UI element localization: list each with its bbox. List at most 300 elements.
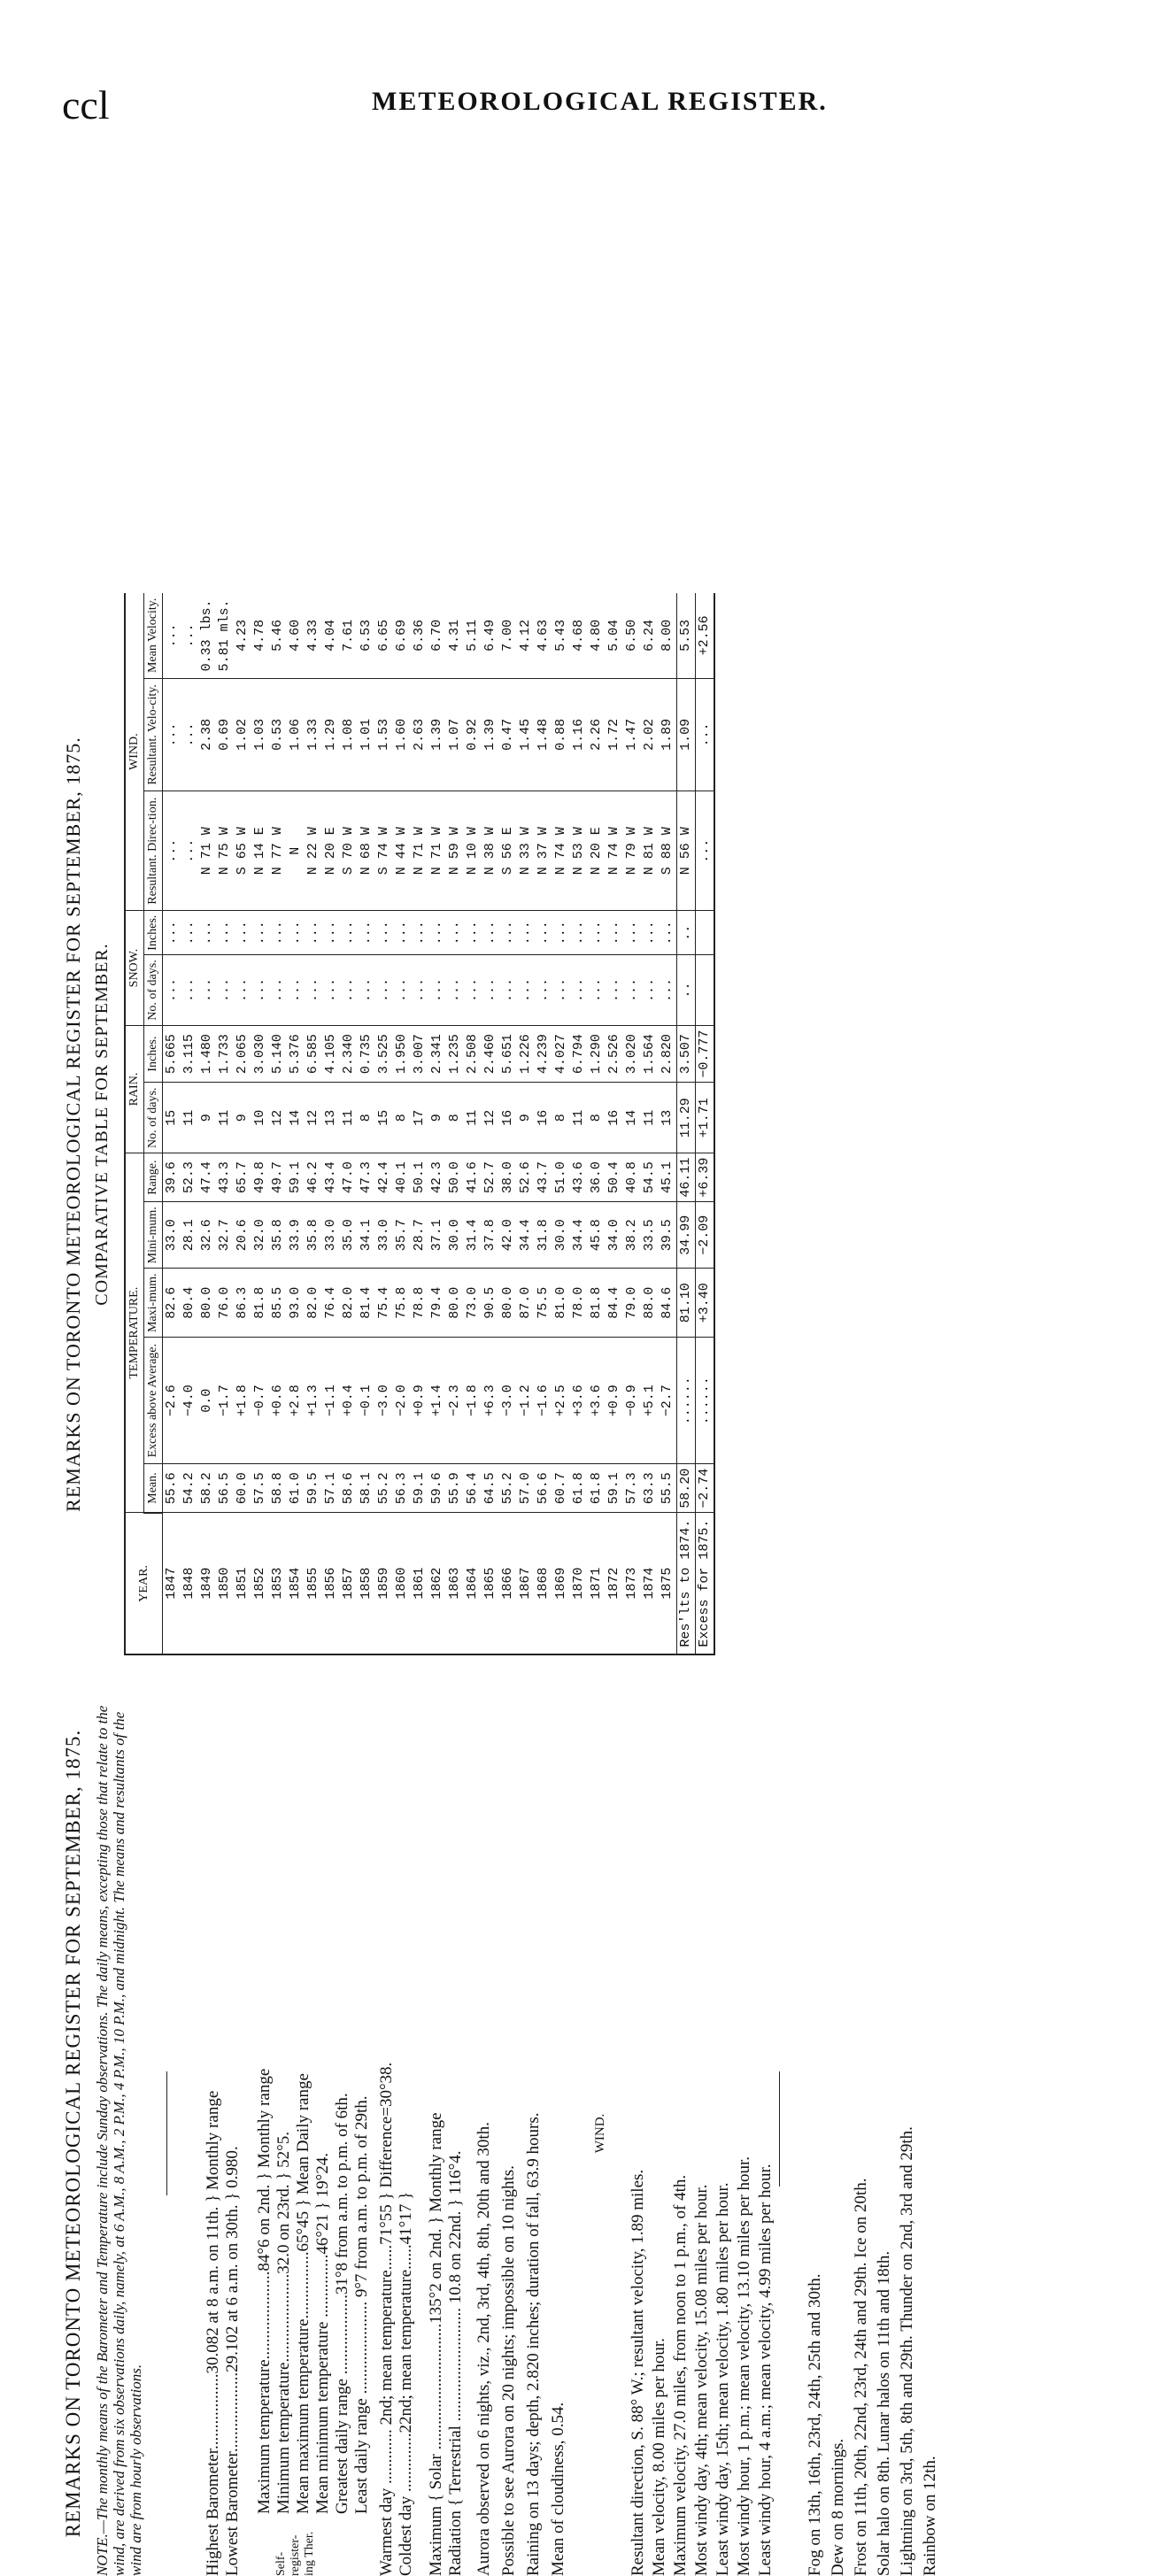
table-cell: 76.0 [216,1269,234,1338]
table-cell: 1864 [464,1513,482,1654]
table-cell: ... [269,911,287,955]
remarks-title: REMARKS ON TORONTO METEOROLOGICAL REGISTER FOR SEPTEMBER, 1875. [62,1729,84,2538]
table-cell: 61.8 [588,1464,606,1513]
table-cell: −2.74 [696,1464,715,1513]
table-cell: ... [641,955,659,1026]
table-cell: 37.8 [482,1202,499,1269]
table-row [659,593,677,1654]
page-number: ccl [62,82,110,127]
table-cell: 28.7 [411,1202,428,1269]
table-cell: −0.1 [358,1338,375,1464]
table-cell: 6.585 [305,1025,322,1083]
table-row [677,593,696,1654]
table-cell: 52.6 [517,1153,535,1202]
table-cell: 55.6 [163,1464,181,1513]
table-cell: 56.3 [393,1464,411,1513]
table-cell: 9 [198,1083,216,1153]
remark-line: Mean velocity, 8.00 miles per hour. [650,2338,668,2576]
table-cell: 1.950 [393,1025,411,1083]
table-cell: 2.340 [340,1025,358,1083]
table-cell: 4.78 [251,593,269,678]
table-cell: 4.60 [287,593,305,678]
table-cell: 33.0 [163,1202,181,1269]
table-cell: 16 [499,1083,517,1153]
table-cell: 32.0 [251,1202,269,1269]
table-cell: 2.065 [234,1025,251,1083]
table-cell: 2.526 [606,1025,623,1083]
table-cell: 5.43 [552,593,570,678]
table-cell: 47.0 [340,1153,358,1202]
table-cell: 35.8 [305,1202,322,1269]
table-cell: 1.03 [251,678,269,791]
table-cell: 42.3 [428,1153,446,1202]
table-cell: Excess for 1875. [696,1513,715,1654]
table-cell: 2.508 [464,1025,482,1083]
remark-line: Mean minimum temperature ...............46°21 } 19°24. [313,2153,332,2514]
comparative-table-wrap [124,593,715,1655]
column-header: Inches. [144,911,163,955]
table-cell: ... [322,911,340,955]
table-cell: 4.31 [446,593,464,678]
table-cell: 11 [181,1083,198,1153]
table-cell: 20.6 [234,1202,251,1269]
table-cell: 5.04 [606,593,623,678]
table-cell: +6.39 [696,1153,715,1202]
table-cell: 47.4 [198,1153,216,1202]
table-cell: 46.2 [305,1153,322,1202]
table-cell: 1.39 [482,678,499,791]
table-cell: ... [163,678,181,791]
table-cell: 1.733 [216,1025,234,1083]
table-cell: 45.8 [588,1202,606,1269]
column-header: Maxi-mum. [144,1269,163,1338]
table-cell: −1.2 [517,1338,535,1464]
remark-line: Maximum velocity, 27.0 miles, from noon to 1 p.m., of 4th. [671,2174,690,2576]
table-cell: 31.8 [535,1202,552,1269]
table-cell: ... [163,911,181,955]
table-cell: 11 [216,1083,234,1153]
table-cell: 8 [358,1083,375,1153]
table-cell: 75.5 [535,1269,552,1338]
table-cell: 1874 [641,1513,659,1654]
remark-line: Coldest day ..............22nd; mean temperature......41°17 } [397,2191,415,2576]
table-row [588,593,606,1654]
table-cell: 34.4 [517,1202,535,1269]
table-cell: N 71 W [428,791,446,911]
table-cell: 11.29 [677,1083,696,1153]
table-cell: ... [482,955,499,1026]
table-cell: 6.53 [358,593,375,678]
table-cell: 80.0 [446,1269,464,1338]
table-cell: 5.665 [163,1025,181,1083]
table-cell: 1858 [358,1513,375,1654]
table-cell: ... [570,955,588,1026]
table-cell: ... [393,911,411,955]
table-cell: 1.29 [322,678,340,791]
table-cell: 55.2 [375,1464,393,1513]
table-cell: 12 [305,1083,322,1153]
table-cell: 84.6 [659,1269,677,1338]
table-cell: 79.0 [623,1269,641,1338]
table-cell: ... [322,955,340,1026]
table-cell: 14 [287,1083,305,1153]
table-cell: 56.4 [464,1464,482,1513]
remark-line: Least daily range ...................... 9°7 from a.m. to p.m. of 29th. [352,2095,371,2514]
table-cell: ...... [677,1338,696,1464]
table-cell: ... [464,911,482,955]
table-cell: N 44 W [393,791,411,911]
table-cell: ... [216,911,234,955]
table-cell: 3.115 [181,1025,198,1083]
col-year: YEAR. [125,1513,163,1654]
table-cell: N 37 W [535,791,552,911]
table-cell: 1.09 [677,678,696,791]
table-cell: 1865 [482,1513,499,1654]
table-cell: 6.794 [570,1025,588,1083]
table-cell: 28.1 [181,1202,198,1269]
table-cell: N 77 W [269,791,287,911]
table-cell: 6.50 [623,593,641,678]
table-cell: 37.1 [428,1202,446,1269]
table-cell: 82.0 [305,1269,322,1338]
table-row [464,593,482,1654]
table-cell: +0.4 [340,1338,358,1464]
table-cell: 65.7 [234,1153,251,1202]
table-row [181,593,198,1654]
table-cell: 79.4 [428,1269,446,1338]
remark-line: Most windy day, 4th; mean velocity, 15.08 miles per hour. [692,2184,711,2576]
column-header: Mean. [144,1464,163,1513]
table-cell: 1856 [322,1513,340,1654]
divider [166,2071,167,2195]
table-cell: 56.5 [216,1464,234,1513]
table-cell: ... [588,911,606,955]
table-cell: ... [535,955,552,1026]
table-cell: 90.5 [482,1269,499,1338]
table-header-label: REMARKS ON TORONTO METEOROLOGICAL REGISTER FOR SEPTEMBER, 1875. [62,737,84,1512]
table-cell: ... [375,911,393,955]
remark-line: Solar halo on 8th. Lunar halos on 11th and 18th. [875,2250,893,2576]
table-cell: −4.0 [181,1338,198,1464]
table-cell: 1.01 [358,678,375,791]
table-cell: N 71 W [198,791,216,911]
table-cell: ... [393,955,411,1026]
remark-line: Maximum { Solar ..............................135°2 on 2nd. } Monthly range [427,2112,445,2576]
table-cell: 60.7 [552,1464,570,1513]
remark-line: Aurora observed on 6 nights, viz., 2nd, 3rd, 4th, 8th, 20th and 30th. [474,2122,493,2576]
remark-line: Possible to see Aurora on 20 nights; impossible on 10 nights. [499,2165,518,2576]
table-cell: ... [305,911,322,955]
table-cell: 1848 [181,1513,198,1654]
remarks-note: NOTE.—The monthly means of the Barometer and Temperature include Sunday observations. The daily means, excepting those that relate to the wind, are derived from six observations daily, namely, at 6 A.M., 8 A.M., 2 P.M., 4 P.M., 10 P.M., and midnight. The means and resultants of the wind are from hourly observations. [94,1705,144,2576]
table-row [428,593,446,1654]
table-cell: ... [287,911,305,955]
remark-line: Mean maximum temperature................65°45 } Mean Daily range [294,2073,312,2514]
table-cell: 80.0 [198,1269,216,1338]
table-cell: 1847 [163,1513,181,1654]
table-cell: 1.72 [606,678,623,791]
table-cell: 39.6 [163,1153,181,1202]
table-cell: 4.80 [588,593,606,678]
table-cell: ... [623,911,641,955]
table-cell: 50.1 [411,1153,428,1202]
table-cell: +1.3 [305,1338,322,1464]
table-cell: ... [181,911,198,955]
table-cell: N 75 W [216,791,234,911]
table-cell: 35.0 [340,1202,358,1269]
table-cell: 9 [234,1083,251,1153]
table-row [623,593,641,1654]
group-snow: SNOW. [125,911,144,1026]
table-cell: 8.00 [659,593,677,678]
table-cell: 1857 [340,1513,358,1654]
table-cell: 16 [535,1083,552,1153]
table-cell: ... [606,911,623,955]
table-cell: S 65 W [234,791,251,911]
remark-line: Least windy hour, 4 a.m.; mean velocity, 4.99 miles per hour. [756,2163,775,2576]
table-cell: 43.4 [322,1153,340,1202]
table-cell: 57.1 [322,1464,340,1513]
table-cell: 1.235 [446,1025,464,1083]
running-head: METEOROLOGICAL REGISTER. [372,87,828,116]
table-cell: 1851 [234,1513,251,1654]
table-cell: ... [517,955,535,1026]
table-row [696,593,715,1654]
table-cell: 38.2 [623,1202,641,1269]
table-cell: 78.0 [570,1269,588,1338]
table-row [287,593,305,1654]
table-cell: 1868 [535,1513,552,1654]
table-cell: ... [411,911,428,955]
table-cell: N 22 W [305,791,322,911]
table-cell [696,955,715,1026]
table-cell: 58.6 [340,1464,358,1513]
table-cell: 1.07 [446,678,464,791]
table-cell: 42.4 [375,1153,393,1202]
remark-line: Raining on 13 days; depth, 2.820 inches; duration of fall, 63.9 hours. [524,2112,543,2576]
table-cell: 33.0 [322,1202,340,1269]
table-cell: +0.6 [269,1338,287,1464]
table-cell: ... [234,955,251,1026]
table-cell: +2.5 [552,1338,570,1464]
table-cell: +1.71 [696,1083,715,1153]
table-cell: N 10 W [464,791,482,911]
table-cell: 43.7 [535,1153,552,1202]
table-cell: 81.4 [358,1269,375,1338]
table-cell: 58.20 [677,1464,696,1513]
remark-line: Most windy hour, 1 p.m.; mean velocity, 13.10 miles per hour. [735,2156,753,2576]
table-row [322,593,340,1654]
table-cell: 6.65 [375,593,393,678]
table-cell: +0.9 [411,1338,428,1464]
table-cell: 1.16 [570,678,588,791]
table-cell: 7.61 [340,593,358,678]
table-cell: 51.0 [552,1153,570,1202]
table-cell: −2.7 [659,1338,677,1464]
table-cell: +3.40 [696,1269,715,1338]
table-cell: 1852 [251,1513,269,1654]
table-cell: 7.00 [499,593,517,678]
table-cell: 1.53 [375,678,393,791]
table-row [482,593,499,1654]
table-cell: ... [198,955,216,1026]
remark-line: Greatest daily range ...................31°8 from a.m. to p.m. of 6th. [333,2093,351,2514]
table-cell: ... [623,955,641,1026]
table-cell: 59.1 [411,1464,428,1513]
table-cell: ... [446,955,464,1026]
table-cell: 4.68 [570,593,588,678]
table-cell: N 71 W [411,791,428,911]
table-cell: 1.480 [198,1025,216,1083]
table-cell: +2.56 [696,593,715,678]
table-cell: N 38 W [482,791,499,911]
table-cell: +5.1 [641,1338,659,1464]
table-cell: 1.02 [234,678,251,791]
table-cell: 58.8 [269,1464,287,1513]
column-header: No. of days. [144,1083,163,1153]
table-cell: 49.7 [269,1153,287,1202]
remark-line: Highest Barometer..................30.082 at 8 a.m. on 11th. } Monthly range [204,2090,222,2576]
table-cell: 73.0 [464,1269,482,1338]
table-cell: 0.33 lbs. [198,593,216,678]
table-cell: +1.4 [428,1338,446,1464]
table-cell: 80.4 [181,1269,198,1338]
table-cell: 61.8 [570,1464,588,1513]
table-row [305,593,322,1654]
table-cell: 33.0 [375,1202,393,1269]
remark-line: Lowest Barometer...................29.102 at 6 a.m. on 30th. } 0.980. [223,2146,242,2576]
table-cell: −0.7 [251,1338,269,1464]
side-label: Self-register- ing Ther. [274,2531,316,2576]
table-cell: N 74 W [606,791,623,911]
column-header: Excess above Average. [144,1338,163,1464]
table-cell: 1859 [375,1513,393,1654]
table-cell: ... [287,955,305,1026]
table-cell: 0.0 [198,1338,216,1464]
table-cell: 55.2 [499,1464,517,1513]
table-cell: 3.525 [375,1025,393,1083]
table-cell: 11 [570,1083,588,1153]
table-cell: ... [552,955,570,1026]
remark-line: Radiation { Terrestrial ........................... 10.8 on 22nd. } 116°4. [446,2150,465,2576]
table-cell: 6.49 [482,593,499,678]
table-cell: 81.8 [588,1269,606,1338]
table-cell: 5.140 [269,1025,287,1083]
table-row [552,593,570,1654]
table-cell: 59.5 [305,1464,322,1513]
table-row [641,593,659,1654]
table-cell: 3.507 [677,1025,696,1083]
table-cell: 0.88 [552,678,570,791]
table-row [517,593,535,1654]
remark-line: Dew on 8 mornings. [829,2438,847,2576]
remark-line: Resultant direction, S. 88° W.; resultant velocity, 1.89 miles. [629,2169,647,2576]
table-cell: 11 [464,1083,482,1153]
table-cell: ... [305,955,322,1026]
table-cell: 2.63 [411,678,428,791]
table-cell: 0.735 [358,1025,375,1083]
table-cell: 1867 [517,1513,535,1654]
table-row [446,593,464,1654]
table-cell: 1.47 [623,678,641,791]
table-cell: 4.63 [535,593,552,678]
table-cell: ... [696,678,715,791]
table-cell: 1862 [428,1513,446,1654]
table-cell: 1.06 [287,678,305,791]
table-cell: 1863 [446,1513,464,1654]
table-cell: −2.09 [696,1202,715,1269]
table-cell: 31.4 [464,1202,482,1269]
table-cell: 54.2 [181,1464,198,1513]
table-cell: 33.9 [287,1202,305,1269]
table-cell: −3.0 [499,1338,517,1464]
table-cell: 88.0 [641,1269,659,1338]
table-cell: ... [428,911,446,955]
table-cell: S 74 W [375,791,393,911]
table-cell: 6.70 [428,593,446,678]
table-title: COMPARATIVE TABLE FOR SEPTEMBER. [92,943,112,1306]
table-cell: 0.53 [269,678,287,791]
column-header: No. of days. [144,955,163,1026]
table-cell: N 81 W [641,791,659,911]
table-cell: ... [552,911,570,955]
table-row [340,593,358,1654]
table-cell: 58.1 [358,1464,375,1513]
table-cell: 5.651 [499,1025,517,1083]
table-cell: 41.6 [464,1153,482,1202]
table-cell: 80.0 [499,1269,517,1338]
table-cell: 0.47 [499,678,517,791]
remark-line: Lightning on 3rd, 5th, 8th and 29th. Thunder on 2nd, 3rd and 29th. [898,2126,916,2576]
column-header: Range. [144,1153,163,1202]
table-cell: 4.105 [322,1025,340,1083]
table-cell: 4.04 [322,593,340,678]
table-cell: 34.4 [570,1202,588,1269]
remark-line: Rainbow on 12th. [921,2456,939,2576]
table-cell: 60.0 [234,1464,251,1513]
remark-line: Frost on 11th, 20th, 22nd, 23rd, 24th and 29th. Ice on 20th. [852,2178,870,2576]
table-cell: ... [659,911,677,955]
table-cell: 1873 [623,1513,641,1654]
table-cell: 57.0 [517,1464,535,1513]
table-cell: 30.0 [446,1202,464,1269]
table-cell: 2.02 [641,678,659,791]
table-cell: 81.8 [251,1269,269,1338]
table-cell: 34.99 [677,1202,696,1269]
table-cell: −2.0 [393,1338,411,1464]
table-cell: 56.6 [535,1464,552,1513]
table-cell: 40.8 [623,1153,641,1202]
table-cell: 52.7 [482,1153,499,1202]
table-cell: ... [570,911,588,955]
table-cell: 38.0 [499,1153,517,1202]
table-cell: S 88 W [659,791,677,911]
table-cell: 63.3 [641,1464,659,1513]
table-cell: 1.45 [517,678,535,791]
table-cell: 4.23 [234,593,251,678]
table-cell: 1854 [287,1513,305,1654]
table-cell: 75.4 [375,1269,393,1338]
table-cell: 1.226 [517,1025,535,1083]
table-cell: 5.376 [287,1025,305,1083]
table-cell: 82.6 [163,1269,181,1338]
table-cell: 58.2 [198,1464,216,1513]
table-cell: +2.8 [287,1338,305,1464]
table-cell: 78.8 [411,1269,428,1338]
table-cell: 1.290 [588,1025,606,1083]
table-cell: ... [163,955,181,1026]
table-cell: 59.1 [287,1153,305,1202]
